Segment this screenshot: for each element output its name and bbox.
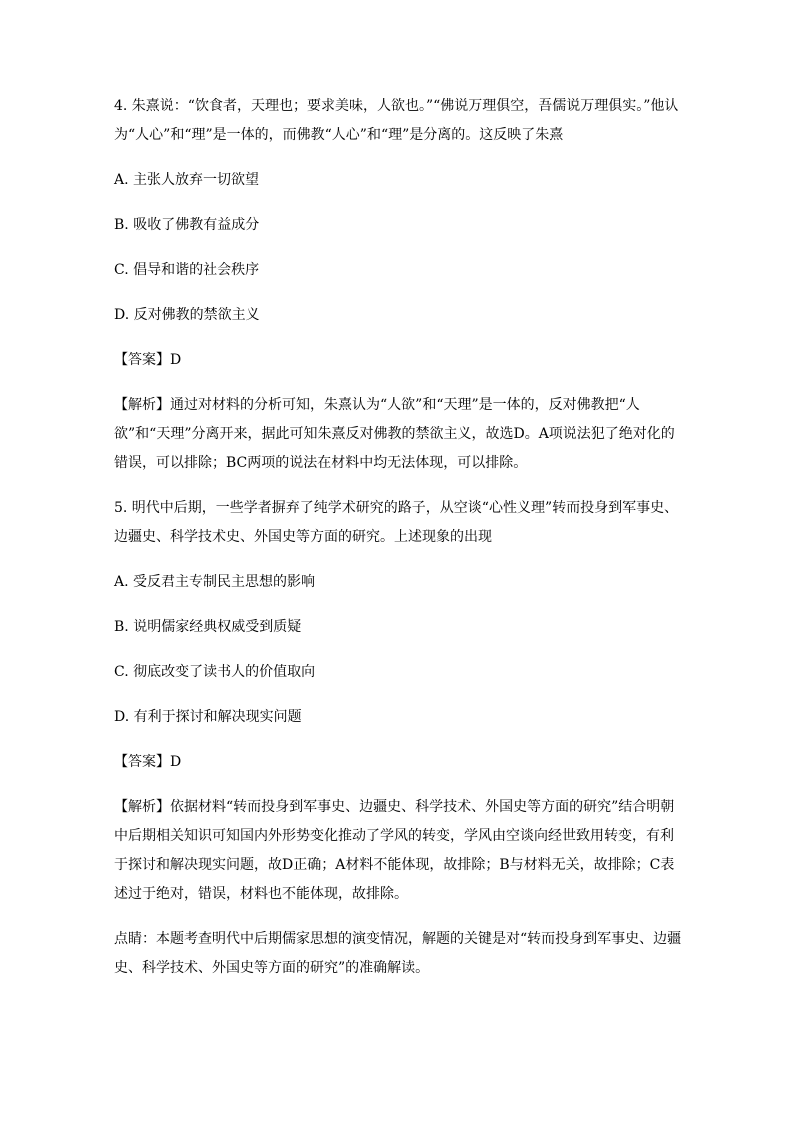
question-5-option-a: A. 受反君主专制民主思想的影响 xyxy=(114,574,316,590)
question-5-answer: 【答案】D xyxy=(114,754,182,770)
document-page xyxy=(114,92,684,999)
question-5-analysis: 【解析】依据材料“转而投身到军事史、边疆史、科学技术、外国史等方面的研究”结合明朝中后期相关知识可知国内外形势变化推动了学风的转变，学风由空谈向经世致用转变，有利于探讨和解决现实问题，故D正确；A材料不能体现，故排除；B与材料无关，故排除；C表述过于绝对，错误，材料也不能体现，故排除。 xyxy=(114,799,675,902)
question-5-option-c: C. 彻底改变了读书人的价值取向 xyxy=(114,664,316,680)
question-4-option-a: A. 主张人放弃一切欲望 xyxy=(114,172,260,188)
question-4-analysis: 【解析】通过对材料的分析可知，朱熹认为“人欲”和“天理”是一体的，反对佛教把“人欲”和“天理”分离开来，据此可知朱熹反对佛教的禁欲主义，故选D。A项说法犯了绝对化的错误，可以排除；BC两项的说法在材料中均无法体现，可以排除。 xyxy=(114,397,675,471)
question-4-option-c: C. 倡导和谐的社会秩序 xyxy=(114,262,260,278)
question-5-stem: 5. 明代中后期，一些学者摒弃了纯学术研究的路子，从空谈“心性义理”转而投身到军事史、边疆史、科学技术史、外国史等方面的研究。上述现象的出现 xyxy=(114,500,679,545)
question-4 xyxy=(114,92,684,478)
question-5-comment: 点睛：本题考查明代中后期儒家思想的演变情况，解题的关键是对“转而投身到军事史、边疆史、科学技术、外国史等方面的研究”的准确解读。 xyxy=(114,931,682,976)
question-4-answer: 【答案】D xyxy=(114,352,182,368)
question-4-option-d: D. 反对佛教的禁欲主义 xyxy=(114,307,260,323)
question-4-option-b: B. 吸收了佛教有益成分 xyxy=(114,217,260,233)
question-5-option-b: B. 说明儒家经典权威受到质疑 xyxy=(114,619,302,635)
question-5-option-d: D. 有利于探讨和解决现实问题 xyxy=(114,709,302,725)
question-5 xyxy=(114,494,684,983)
question-4-stem: 4. 朱熹说：“饮食者，天理也；要求美味，人欲也。”“佛说万理俱空，吾儒说万理俱实。”他认为“人心”和“理”是一体的，而佛教“人心”和“理”是分离的。这反映了朱熹 xyxy=(114,98,679,143)
